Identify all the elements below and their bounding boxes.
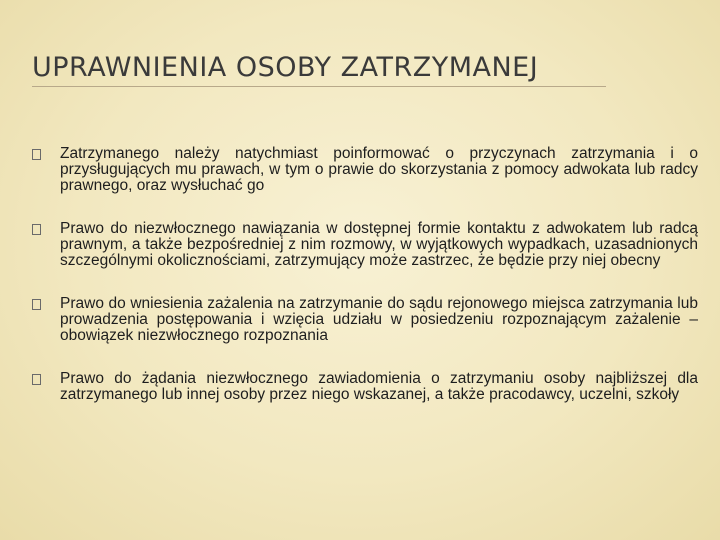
slide-title: UPRAWNIENIA OSOBY ZATRZYMANEJ	[32, 52, 539, 83]
square-bullet-icon	[32, 149, 41, 160]
title-underline	[32, 86, 606, 87]
bullet-list	[32, 146, 698, 430]
list-item	[32, 146, 698, 194]
bullet-text: Prawo do niezwłocznego nawiązania w dostępnej formie kontaktu z adwokatem lub radcą prawnym, a także bezpośredniej z nim rozmowy, w wyjątkowych wypadkach, uzasadnionych szczególnymi okolicznościami, zatrzymujący może zastrzec, że będzie przy niej obecny	[60, 220, 698, 269]
square-bullet-icon	[32, 224, 41, 235]
list-item	[32, 221, 698, 269]
list-item	[32, 296, 698, 344]
square-bullet-icon	[32, 299, 41, 310]
bullet-text: Prawo do żądania niezwłocznego zawiadomienia o zatrzymaniu osoby najbliższej dla zatrzymanego lub innej osoby przez niego wskazanej, a także pracodawcy, uczelni, szkoły	[60, 370, 698, 403]
square-bullet-icon	[32, 374, 41, 385]
bullet-text: Zatrzymanego należy natychmiast poinformować o przyczynach zatrzymania i o przysługujących mu prawach, w tym o prawie do skorzystania z pomocy adwokata lub radcy prawnego, oraz wysłuchać go	[60, 145, 698, 194]
list-item	[32, 371, 698, 403]
bullet-text: Prawo do wniesienia zażalenia na zatrzymanie do sądu rejonowego miejsca zatrzymania lub prowadzenia postępowania i wzięcia udziału w posiedzeniu rozpoznającym zażalenie – obowiązek niezwłocznego rozpoznania	[60, 295, 698, 344]
